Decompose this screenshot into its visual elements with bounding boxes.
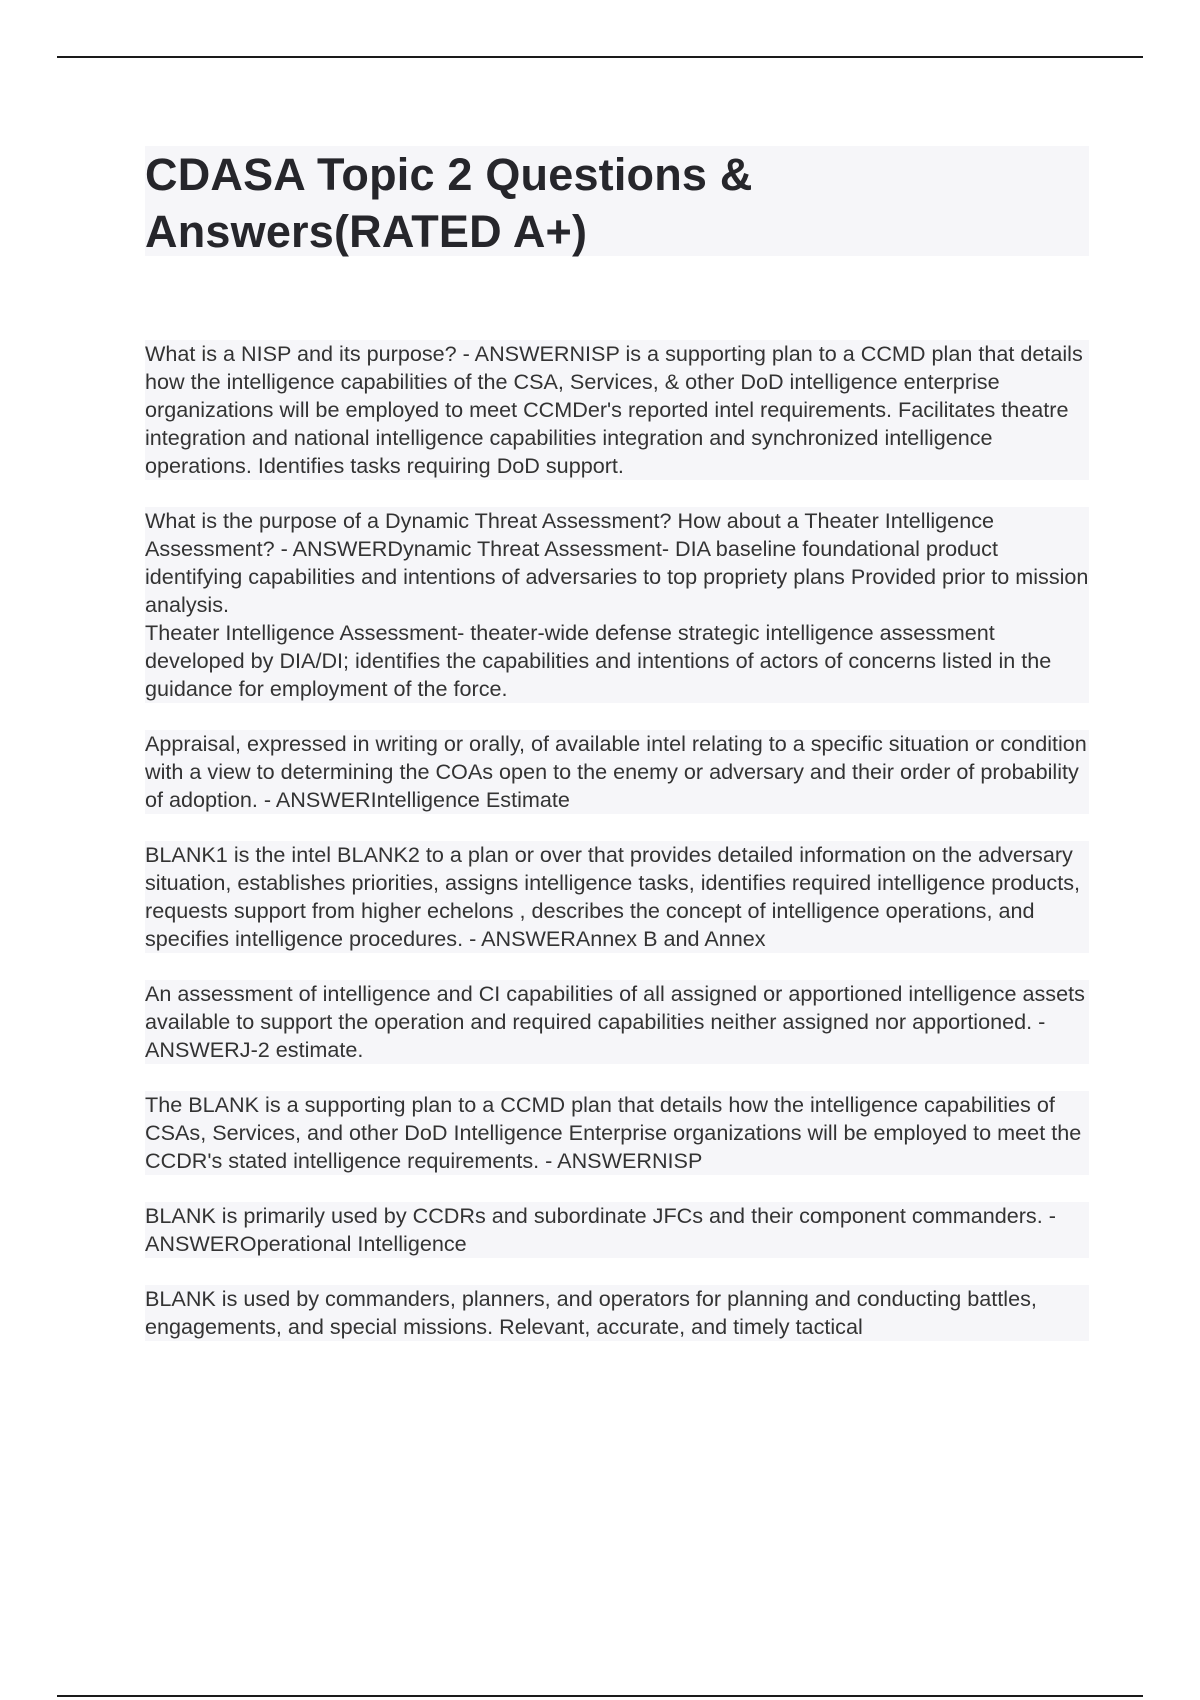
top-rule xyxy=(57,56,1143,58)
qa-entry-2: What is the purpose of a Dynamic Threat Assessment? How about a Theater Intelligence Assessment? - ANSWERDynamic Threat Assessment- DIA baseline foundational product identifying capabilities and intentions of adversaries to top propriety plans Provided prior to mission analysis. Theater Intelligence Assessment- theater-wide defense strategic intelligence assessment developed by DIA/DI; identifies the capabilities and intentions of actors of concerns listed in the guidance for employment of the force. xyxy=(145,508,1089,701)
qa-entry-3: Appraisal, expressed in writing or orally, of available intel relating to a specific situation or condition with a view to determining the COAs open to the enemy or adversary and their order of probability of adoption. - ANSWERIntelligence Estimate xyxy=(145,730,1089,814)
qa-entry-6: The BLANK is a supporting plan to a CCMD plan that details how the intelligence capabilities of CSAs, Services, and other DoD Intelligence Enterprise organizations will be employed to meet the CCDR's stated intelligence requirements. - ANSWERNISP xyxy=(145,1091,1089,1175)
qa-entry-7: BLANK is primarily used by CCDRs and subordinate JFCs and their component commanders. - ANSWEROperational Intelligence xyxy=(145,1202,1089,1258)
qa-entry-4: BLANK1 is the intel BLANK2 to a plan or over that provides detailed information on the adversary situation, establishes priorities, assigns intelligence tasks, identifies required intelligence products, requests support from higher echelons , describes the concept of intelligence operations, and specifies intelligence procedures. - ANSWERAnnex B and Annex xyxy=(145,841,1089,953)
page-title: CDASA Topic 2 Questions & Answers(RATED A+) xyxy=(145,149,753,257)
qa-entry-5: An assessment of intelligence and CI capabilities of all assigned or apportioned intelligence assets available to support the operation and required capabilities neither assigned nor apportioned. - ANSWERJ-2 estimate. xyxy=(145,980,1089,1064)
bottom-rule xyxy=(57,1695,1143,1697)
qa-list xyxy=(145,340,1089,1368)
qa-entry-8: BLANK is used by commanders, planners, and operators for planning and conducting battles, engagements, and special missions. Relevant, accurate, and timely tactical xyxy=(145,1285,1089,1341)
title-block xyxy=(145,146,1089,256)
qa-entry-1: What is a NISP and its purpose? - ANSWERNISP is a supporting plan to a CCMD plan that details how the intelligence capabilities of the CSA, Services, & other DoD intelligence enterprise organizations will be employed to meet CCMDer's reported intel requirements. Facilitates theatre integration and national intelligence capabilities integration and synchronized intelligence operations. Identifies tasks requiring DoD support. xyxy=(145,340,1089,480)
